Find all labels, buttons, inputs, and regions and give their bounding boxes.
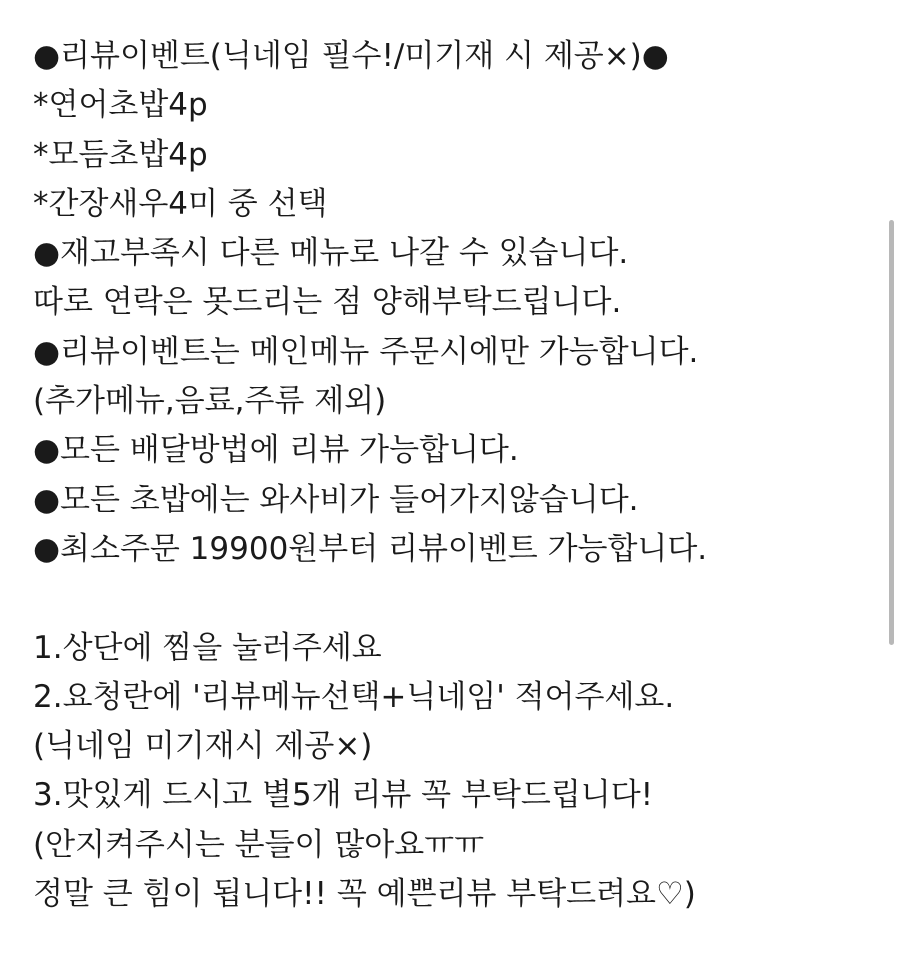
notice-line-all-delivery: ●모든 배달방법에 리뷰 가능합니다. <box>33 432 519 469</box>
notice-closing-line: 정말 큰 힘이 됩니다!! 꼭 예쁜리뷰 부탁드려요♡) <box>33 876 696 913</box>
notice-step-3-note: (안지켜주시는 분들이 많아요ㅠㅠ <box>33 826 485 863</box>
notice-blank-line <box>33 574 878 623</box>
notice-line-no-contact: 따로 연락은 못드리는 점 양해부탁드립니다. <box>33 284 622 321</box>
notice-step-1: 1.상단에 찜을 눌러주세요 <box>33 629 382 666</box>
notice-line-soy-shrimp: *간장새우4미 중 선택 <box>33 185 328 222</box>
notice-line-salmon-sushi: *연어초밥4p <box>33 87 208 124</box>
notice-line-exclusions: (추가메뉴,음료,주류 제외) <box>33 383 387 420</box>
notice-line-assorted-sushi: *모듬초밥4p <box>33 136 208 173</box>
vertical-scrollbar[interactable] <box>886 0 894 961</box>
notice-line-event-title: ●리뷰이벤트(닉네임 필수!/미기재 시 제공×)● <box>33 38 669 74</box>
notice-line-minimum-order: ●최소주문 19900원부터 리뷰이벤트 가능합니다. <box>33 530 708 567</box>
notice-line-stock-shortage: ●재고부족시 다른 메뉴로 나갈 수 있습니다. <box>33 235 629 272</box>
scrollbar-thumb[interactable] <box>889 220 894 645</box>
review-event-notice <box>33 32 878 919</box>
notice-step-2-note: (닉네임 미기재시 제공×) <box>33 728 373 765</box>
notice-line-no-wasabi: ●모든 초밥에는 와사비가 들어가지않습니다. <box>33 481 639 518</box>
notice-step-2: 2.요청란에 '리뷰메뉴선택+닉네임' 적어주세요. <box>33 678 675 715</box>
notice-step-3: 3.맛있게 드시고 별5개 리뷰 꼭 부탁드립니다! <box>33 777 654 814</box>
notice-line-main-menu-only: ●리뷰이벤트는 메인메뉴 주문시에만 가능합니다. <box>33 333 699 370</box>
